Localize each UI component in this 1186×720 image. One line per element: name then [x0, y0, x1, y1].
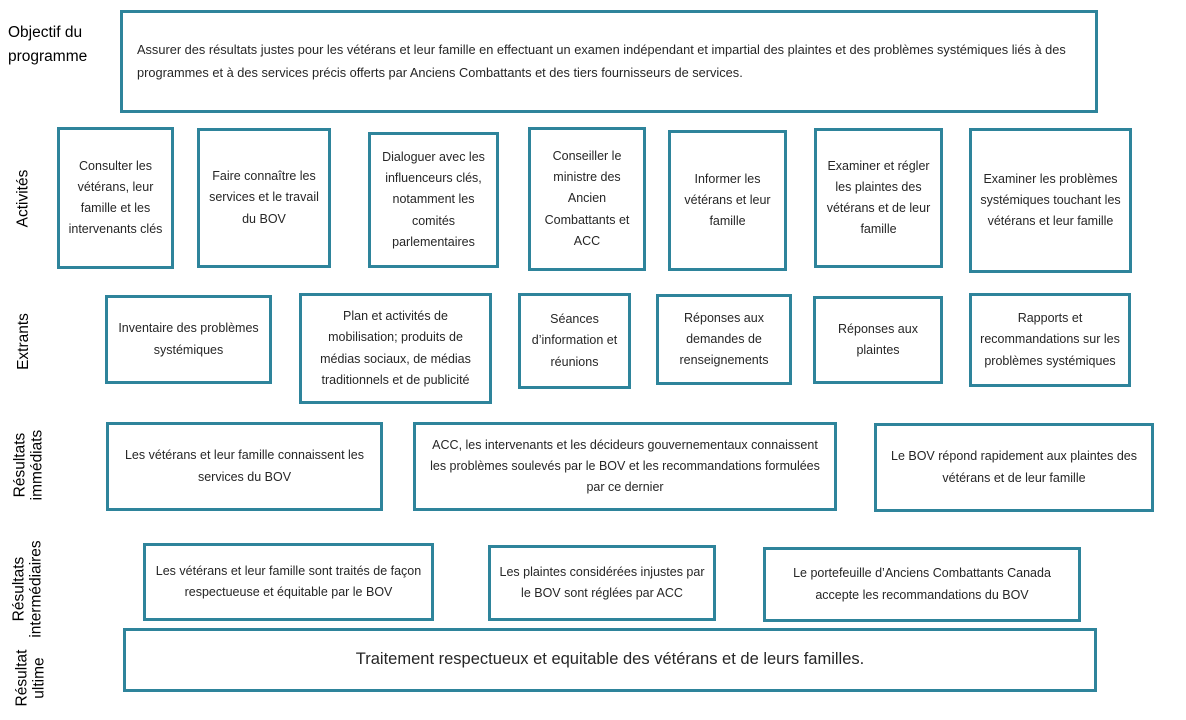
immediate-result-box-3-text: Le BOV répond rapidement aux plaintes des vétérans et de leur famille	[891, 449, 1137, 485]
row-label-extrants	[0, 293, 46, 389]
row-label-resultat-ultime	[2, 636, 58, 720]
row-label-extrants-line1: Extrants	[14, 312, 32, 370]
row-label-resultats-immediats	[0, 415, 56, 515]
row-label-extrants-text	[15, 313, 32, 370]
immediate-result-box-2	[413, 422, 837, 511]
activity-box-4-text: Conseiller le ministre des Ancien Combattants et ACC	[544, 148, 630, 248]
activity-box-7-text: Examiner les problèmes systémiques touchant les vétérans et leur famille	[980, 171, 1121, 229]
row-label-resultats-intermediaires	[0, 530, 56, 648]
activity-box-1-text: Consulter les vétérans, leur famille et les intervenants clés	[68, 158, 163, 237]
output-box-6	[969, 293, 1131, 387]
output-box-1	[105, 295, 272, 384]
output-box-1-text: Inventaire des problèmes systémiques	[118, 321, 259, 357]
activity-box-3-text: Dialoguer avec les influenceurs clés, notamment les comités parlementaires	[382, 149, 485, 249]
immediate-result-box-1	[106, 422, 383, 511]
output-box-2	[299, 293, 492, 404]
activity-box-3	[368, 132, 499, 268]
row-label-activites-text	[15, 169, 32, 227]
intermediate-result-box-2-text: Les plaintes considérées injustes par le BOV sont réglées par ACC	[499, 564, 705, 600]
activity-box-2	[197, 128, 331, 268]
activity-box-2-text: Faire connaître les services et le travail du BOV	[209, 169, 319, 226]
activity-box-4	[528, 127, 646, 271]
row-label-activites-line1: Activités	[14, 169, 32, 227]
activity-box-7	[969, 128, 1132, 273]
row-label-resultats-immediats-text	[11, 430, 45, 501]
output-box-3	[518, 293, 631, 389]
activity-box-6-text: Examiner et régler les plaintes des vétérans et de leur famille	[826, 158, 931, 237]
intermediate-result-box-3-text: Le portefeuille d’Anciens Combattants Canada accepte les recommandations du BOV	[793, 566, 1051, 602]
ultimate-result-box	[123, 628, 1097, 692]
intermediate-result-box-1	[143, 543, 434, 621]
row-label-resultats-intermediaires-text	[11, 540, 45, 637]
row-label-resultats-intermediaires-line2: intermédiaires	[28, 540, 46, 638]
intermediate-result-box-1-text: Les vétérans et leur famille sont traités de façon respectueuse et équitable par le BOV	[155, 563, 422, 599]
row-label-resultats-immediats-line1: Résultats	[11, 432, 29, 498]
row-label-activites	[0, 127, 46, 269]
output-box-3-text: Séances d’information et réunions	[531, 312, 618, 369]
row-label-resultats-intermediaires-line1: Résultats	[11, 556, 29, 622]
row-label-resultat-ultime-text	[13, 650, 47, 707]
intermediate-result-box-2	[488, 545, 716, 621]
row-label-objectif	[8, 21, 120, 69]
output-box-2-text: Plan et activités de mobilisation; produits de médias sociaux, de médias traditionnels et de publicité	[320, 309, 471, 387]
row-label-objectif-line1: Objectif du	[8, 24, 83, 41]
output-box-6-text: Rapports et recommandations sur les problèmes systémiques	[980, 311, 1120, 368]
immediate-result-box-3	[874, 423, 1154, 512]
output-box-5	[813, 296, 943, 384]
row-label-resultat-ultime-line1: Résultat	[13, 649, 30, 707]
output-box-4	[656, 294, 792, 385]
ultimate-result-box-text: Traitement respectueux et equitable des vétérans et de leurs familles.	[355, 650, 865, 669]
intermediate-result-box-3	[763, 547, 1081, 622]
activity-box-5-text: Informer les vétérans et leur famille	[684, 171, 771, 229]
objective-text: Assurer des résultats justes pour les vétérans et leur famille en effectuant un examen indépendant et impartial des plaintes et des problèmes systémiques liés à des programmes et à des services précis offerts par Anciens Combattants et des tiers fournisseurs de services.	[137, 41, 1066, 80]
row-label-resultats-immediats-line2: immédiats	[28, 429, 46, 501]
output-box-5-text: Réponses aux plaintes	[838, 321, 918, 357]
activity-box-1	[57, 127, 174, 269]
immediate-result-box-1-text: Les vétérans et leur famille connaissent les services du BOV	[124, 448, 364, 484]
activity-box-6	[814, 128, 943, 268]
activity-box-5	[668, 130, 787, 271]
output-box-4-text: Réponses aux demandes de renseignements	[679, 310, 769, 368]
row-label-objectif-line2: programme	[8, 48, 88, 65]
immediate-result-box-2-text: ACC, les intervenants et les décideurs gouvernementaux connaissent les problèmes soulevés par le BOV et les recommandations formulées par ce dernier	[430, 437, 820, 495]
objective-box	[120, 10, 1098, 113]
row-label-resultat-ultime-line2: ultime	[30, 657, 47, 699]
